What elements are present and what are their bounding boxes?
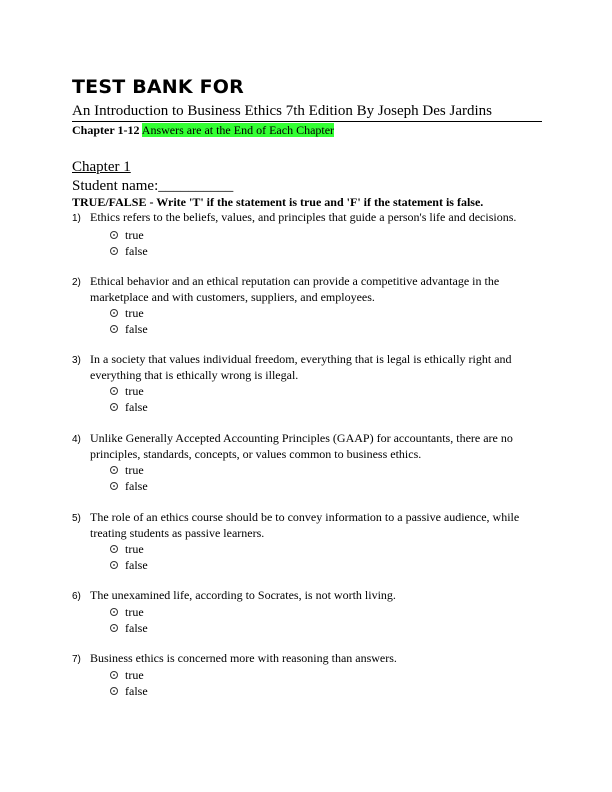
page-title: TEST BANK FOR — [72, 76, 244, 98]
header-divider — [72, 121, 542, 122]
question-text: Unlike Generally Accepted Accounting Principles (GAAP) for accountants, there are no principles, standards, concepts, or values common to business ethics. — [90, 431, 513, 461]
radio-icon[interactable] — [110, 561, 118, 569]
question-text: The unexamined life, according to Socrates, is not worth living. — [90, 588, 396, 602]
radio-icon[interactable] — [110, 687, 118, 695]
radio-icon[interactable] — [110, 545, 118, 553]
option-label: false — [125, 400, 148, 414]
question-text: Business ethics is concerned more with reasoning than answers. — [90, 651, 397, 665]
question-text: The role of an ethics course should be to convey information to a passive audience, while treating students as passive learners. — [90, 510, 520, 540]
option-label: false — [125, 621, 148, 635]
option-label: true — [125, 306, 144, 320]
question-number: 1) — [72, 213, 81, 224]
book-subtitle: An Introduction to Business Ethics 7th Edition By Joseph Des Jardins — [72, 103, 492, 119]
question-number: 6) — [72, 591, 81, 602]
option-label: true — [125, 228, 144, 242]
radio-icon[interactable] — [110, 482, 118, 490]
radio-icon[interactable] — [110, 624, 118, 632]
radio-icon[interactable] — [110, 231, 118, 239]
chapter-range: Chapter 1-12 — [72, 123, 140, 137]
chapter-range-line — [72, 123, 334, 138]
radio-icon[interactable] — [110, 247, 118, 255]
question-number: 2) — [72, 277, 81, 288]
question-text: Ethical behavior and an ethical reputation can provide a competitive advantage in the marketplace and with customers, suppliers, and employees. — [90, 274, 500, 304]
radio-icon[interactable] — [110, 466, 118, 474]
radio-icon[interactable] — [110, 309, 118, 317]
answers-note-highlight: Answers are at the End of Each Chapter — [141, 123, 335, 137]
question-number: 7) — [72, 654, 81, 665]
question-number: 5) — [72, 513, 81, 524]
radio-icon[interactable] — [110, 325, 118, 333]
option-label: false — [125, 558, 148, 572]
question-number: 4) — [72, 434, 81, 445]
option-label: true — [125, 605, 144, 619]
option-label: true — [125, 668, 144, 682]
option-label: false — [125, 479, 148, 493]
radio-icon[interactable] — [110, 387, 118, 395]
option-label: false — [125, 244, 148, 258]
radio-icon[interactable] — [110, 608, 118, 616]
radio-icon[interactable] — [110, 671, 118, 679]
option-label: true — [125, 542, 144, 556]
question-text: In a society that values individual freedom, everything that is legal is ethically right and everything that is ethically wrong is illegal. — [90, 352, 512, 382]
question-number: 3) — [72, 355, 81, 366]
radio-icon[interactable] — [110, 403, 118, 411]
question-text: Ethics refers to the beliefs, values, and principles that guide a person's life and decisions. — [90, 210, 517, 224]
option-label: false — [125, 322, 148, 336]
option-label: true — [125, 463, 144, 477]
instructions: TRUE/FALSE - Write 'T' if the statement is true and 'F' if the statement is false. — [72, 195, 484, 209]
chapter-heading: Chapter 1 — [72, 159, 131, 175]
student-name-line: Student name:__________ — [72, 178, 234, 194]
option-label: true — [125, 384, 144, 398]
option-label: false — [125, 684, 148, 698]
